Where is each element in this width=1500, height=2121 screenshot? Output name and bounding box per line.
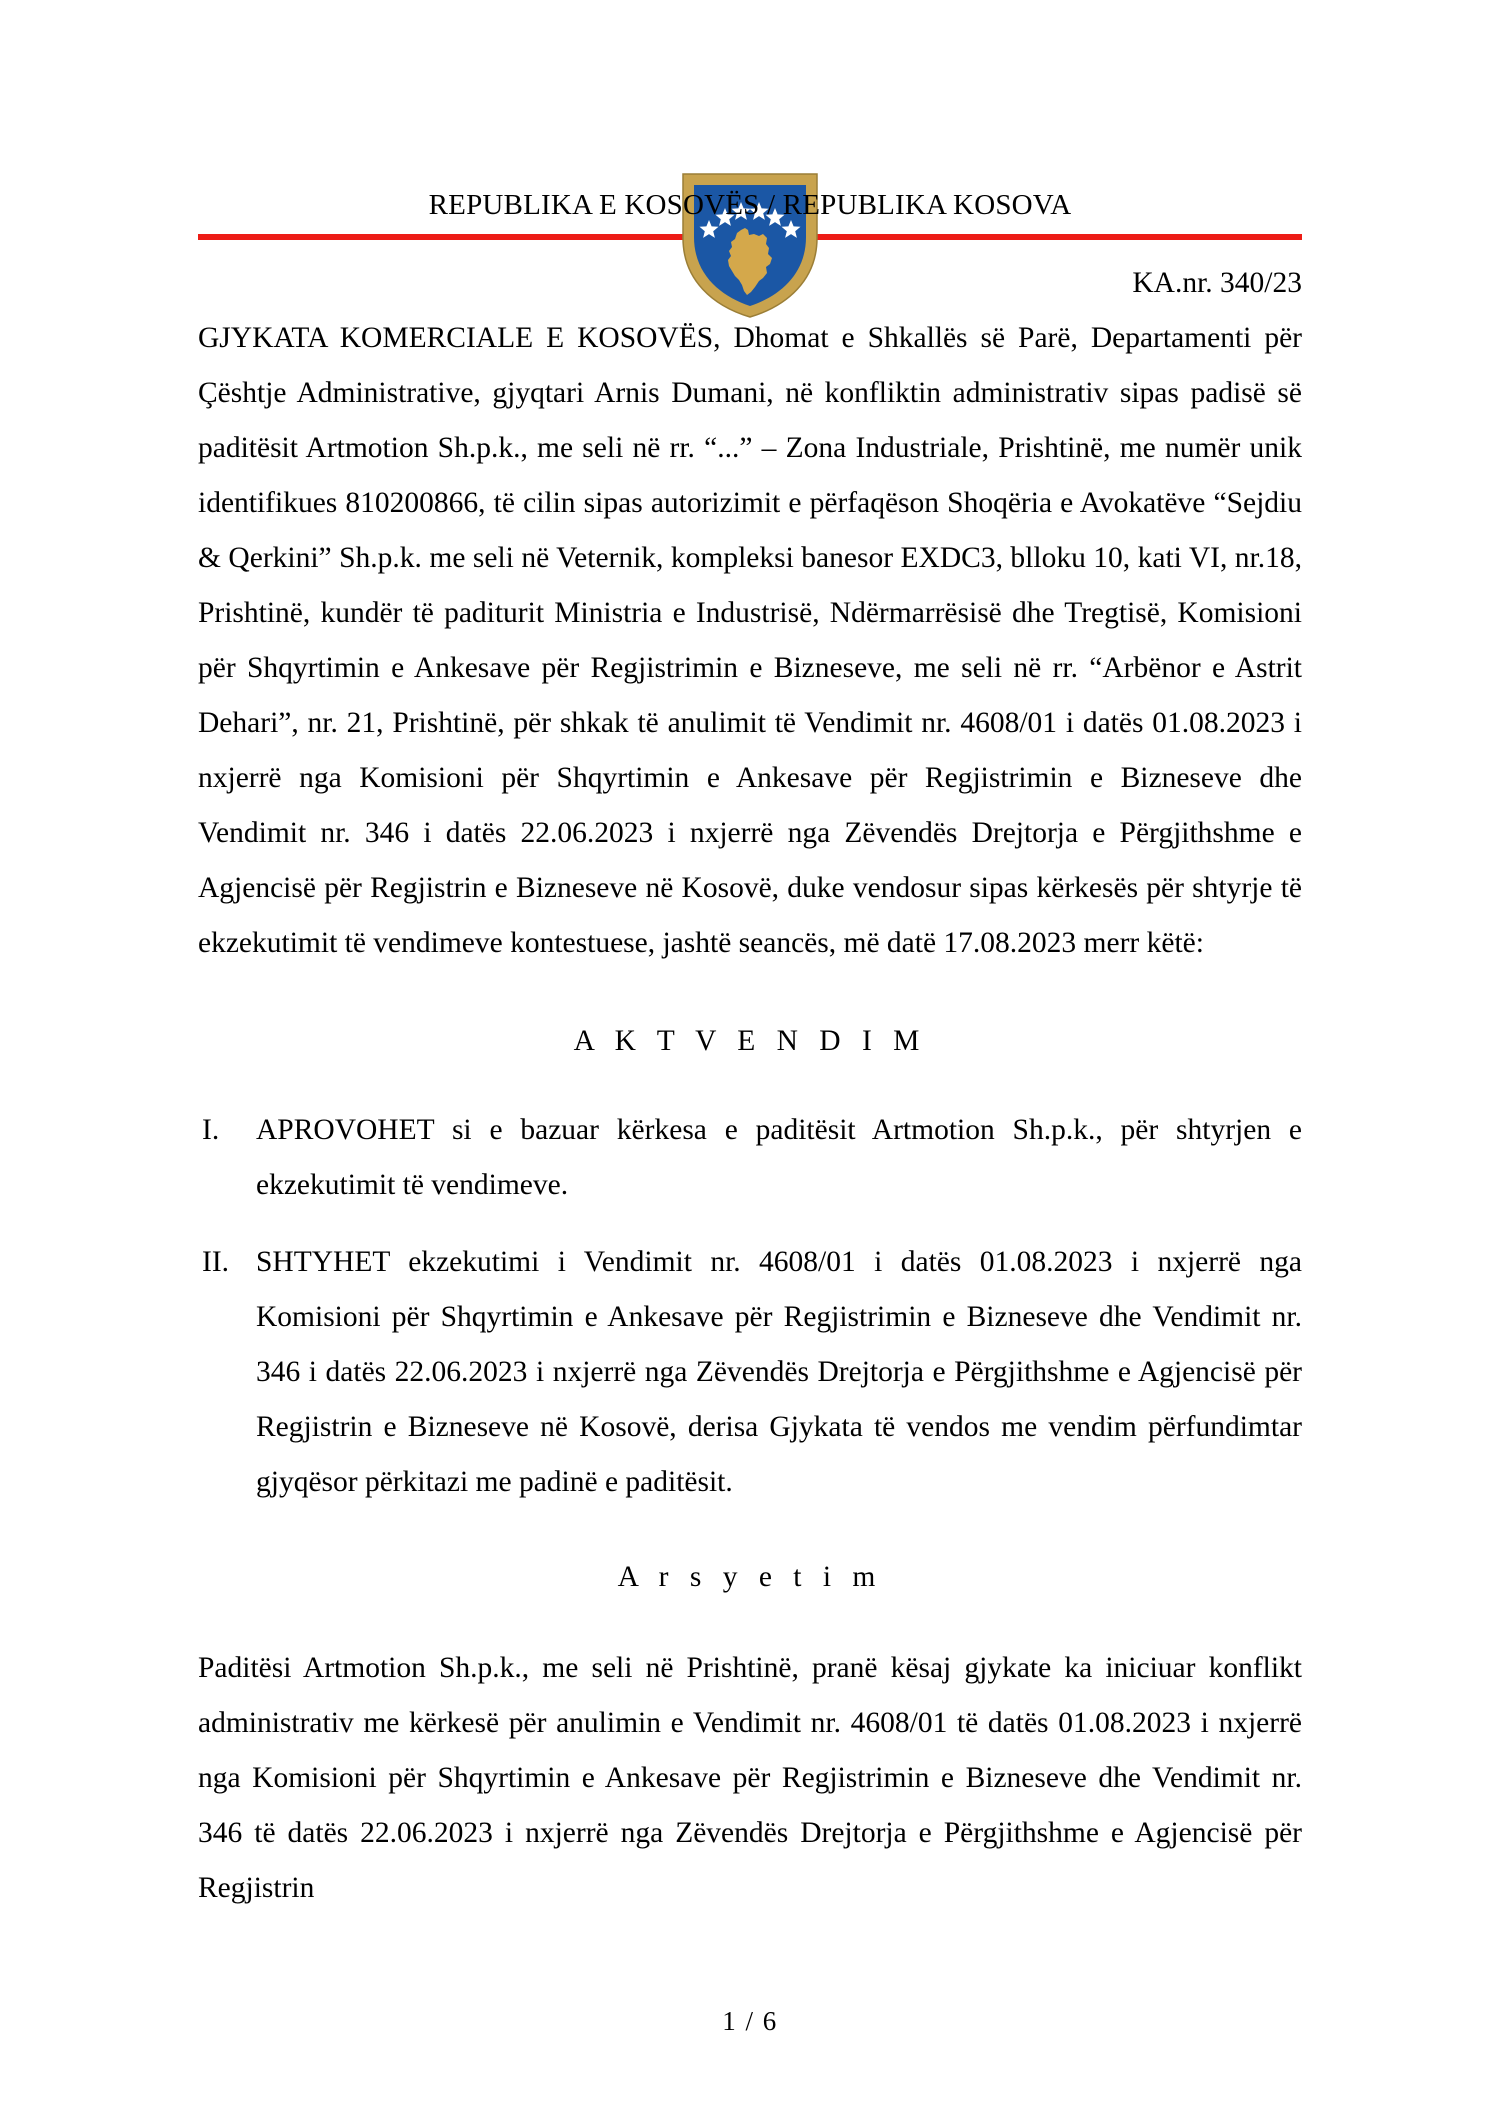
reasoning-heading: A r s y e t i m [617, 1561, 883, 1594]
list-item [198, 1103, 1302, 1213]
list-item-text: SHTYHET ekzekutimi i Vendimit nr. 4608/01 i datës 01.08.2023 i nxjerrë nga Komisioni për Shqyrtimin e Ankesave për Regjistrimin e Bizneseve dhe Vendimit nr. 346 i datës 22.06.2023 i nxjerrë nga Zëvendës Drejtorja e Përgjithshme e Agjencisë për Regjistrin e Bizneseve në Kosovë, derisa Gjykata të vendos me vendim përfundimtar gjyqësor përkitazi me padinë e paditësit. [256, 1246, 1302, 1499]
case-number: KA.nr. 340/23 [1132, 266, 1302, 299]
decision-items-list [198, 1103, 1302, 1510]
list-item-marker: I. [202, 1114, 220, 1147]
list-item-text: APROVOHET si e bazuar kërkesa e paditësit Artmotion Sh.p.k., për shtyrjen e ekzekutimit të vendimeve. [256, 1114, 1302, 1202]
page-footer [0, 2006, 1500, 2037]
emblem-container [0, 0, 1500, 168]
list-item-marker: II. [202, 1246, 230, 1279]
reasoning-paragraph: Paditësi Artmotion Sh.p.k., me seli në Prishtinë, pranë kësaj gjykate ka iniciuar konflikt administrativ me kërkesë për anulimin e Vendimit nr. 4608/01 të datës 01.08.2023 i nxjerrë nga Komisioni për Shqyrtimin e Ankesave për Regjistrimin e Bizneseve dhe Vendimit nr. 346 të datës 22.06.2023 i nxjerrë nga Zëvendës Drejtorja e Përgjithshme e Agjencisë për Regjistrin [198, 1652, 1302, 1905]
document-body [198, 240, 1302, 1916]
list-item [198, 1235, 1302, 1510]
page-title: REPUBLIKA E KOSOVËS / REPUBLIKA KOSOVA [428, 189, 1072, 221]
intro-paragraph: GJYKATA KOMERCIALE E KOSOVËS, Dhomat e Shkallës së Parë, Departamenti për Çështje Administrative, gjyqtari Arnis Dumani, në konfliktin administrativ sipas padisë së paditësit Artmotion Sh.p.k., me seli në rr. “...” – Zona Industriale, Prishtinë, me numër unik identifikues 810200866, të cilin sipas autorizimit e përfaqëson Shoqëria e Avokatëve “Sejdiu & Qerkini” Sh.p.k. me seli në Veternik, kompleksi banesor EXDC3, blloku 10, kati VI, nr.18, Prishtinë, kundër të paditurit Ministria e Industrisë, Ndërmarrësisë dhe Tregtisë, Komisioni për Shqyrtimin e Ankesave për Regjistrimin e Bizneseve, me seli në rr. “Arbënor e Astrit Dehari”, nr. 21, Prishtinë, për shkak të anulimit të Vendimit nr. 4608/01 i datës 01.08.2023 i nxjerrë nga Komisioni për Shqyrtimin e Ankesave për Regjistrimin e Bizneseve dhe Vendimit nr. 346 i datës 22.06.2023 i nxjerrë nga Zëvendës Drejtorja e Përgjithshme e Agjencisë për Regjistrin e Bizneseve në Kosovë, duke vendosur sipas kërkesës për shtyrje të ekzekutimit të vendimeve kontestuese, jashtë seancës, më datë 17.08.2023 merr këtë: [198, 322, 1302, 960]
page-indicator: 1 / 6 [722, 2006, 778, 2036]
decision-heading: A K T V E N D I M [573, 1025, 927, 1058]
